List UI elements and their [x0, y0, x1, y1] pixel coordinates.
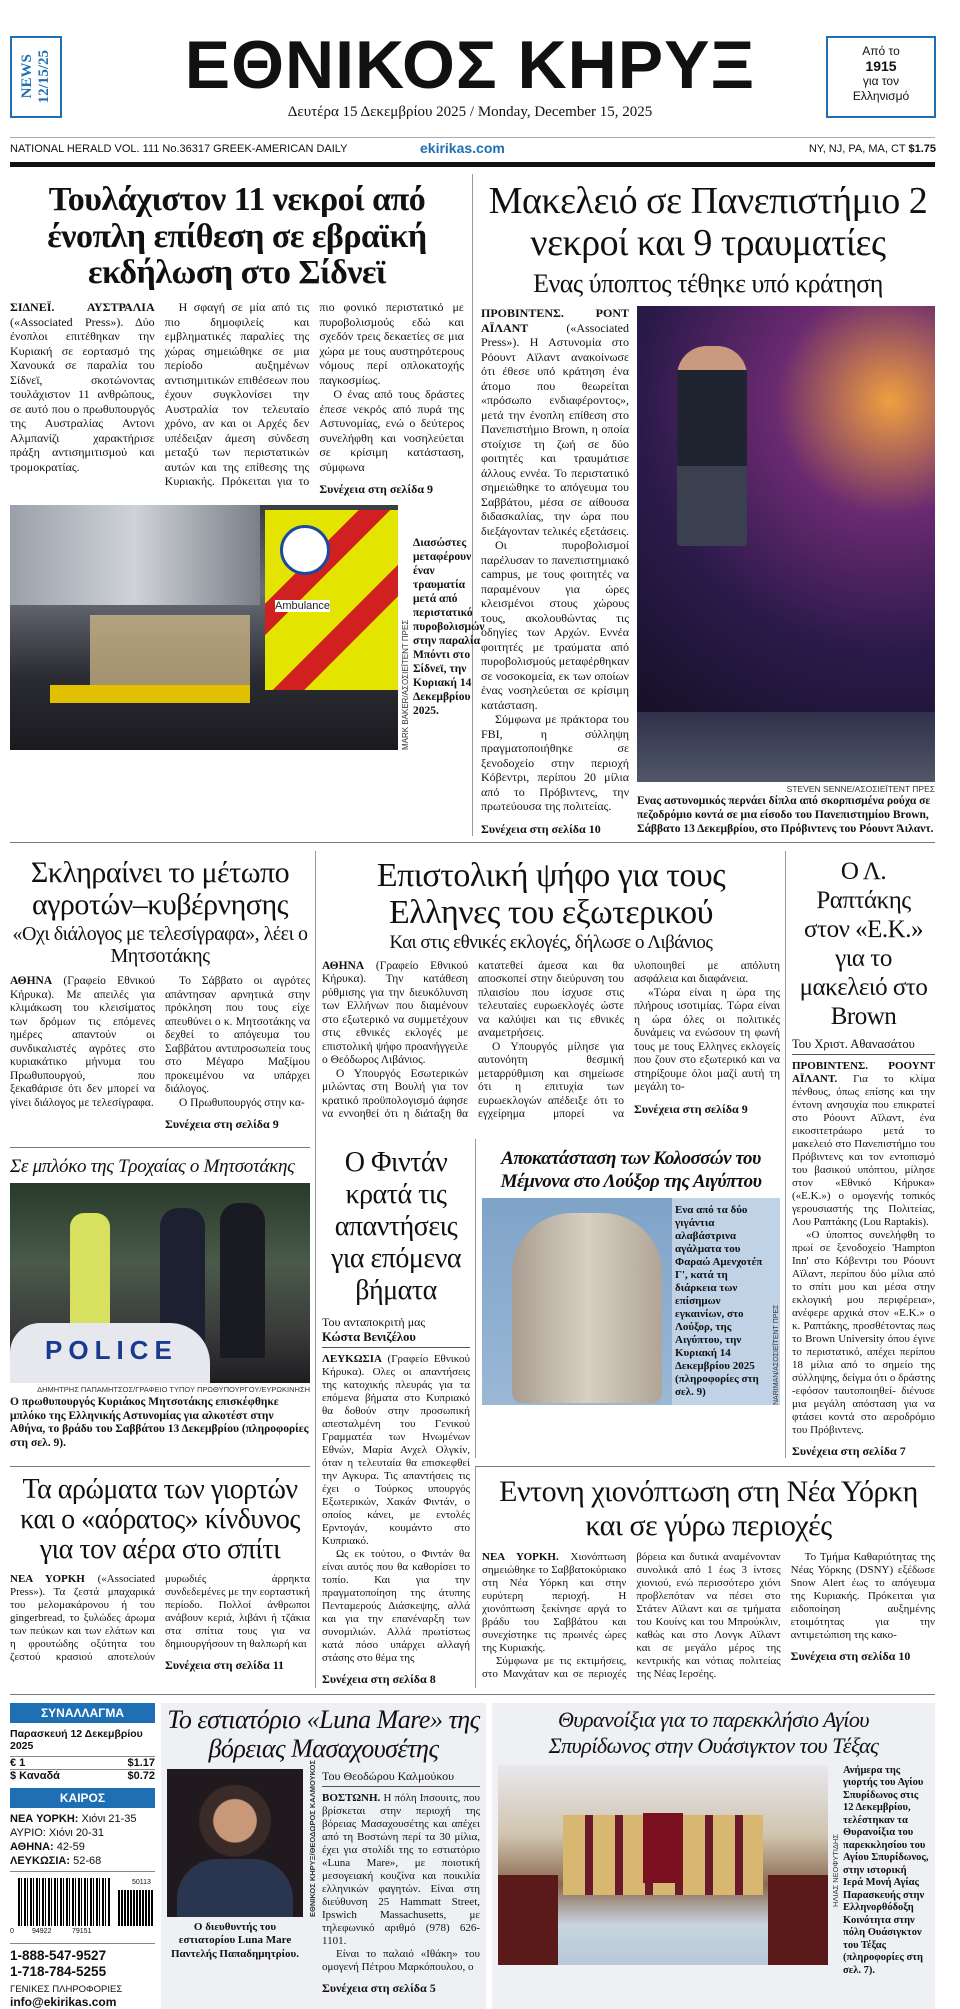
- dateline: ΝΕΑ ΥΟΡΚΗ: [10, 1573, 85, 1586]
- farmers-body: [10, 975, 310, 1132]
- weather-row: [10, 1840, 155, 1854]
- fidan-article: [315, 1139, 470, 1687]
- colossi-photo-block: [482, 1198, 780, 1405]
- middle-stories: [10, 843, 935, 1695]
- price: $1.75: [908, 143, 936, 155]
- police-car-text: POLICE: [45, 1335, 178, 1366]
- continued-link[interactable]: Συνέχεια στη σελίδα 10: [790, 1649, 911, 1664]
- aromas-headline: Τα αρώματα των γιορτών και ο «αόρατος» κίνδυνος για τον αέρα στο σπίτι: [20, 1474, 300, 1566]
- raptakis-article: [785, 851, 935, 1458]
- barcode: [10, 1871, 155, 1943]
- luna-body: [322, 1792, 480, 1995]
- photo-caption: Ο διευθυντής του εστιατορίου Luna Mare Παντελής Παπαδημητρίου.: [170, 1920, 300, 1960]
- rate-row: [10, 1756, 155, 1769]
- aromas-body: [10, 1573, 310, 1672]
- paragraph: Το Σάββατο οι αγρότες απάντησαν αρνητικά στην πρόκληση που τους είχε απευθύνει ο κ. Μητσοτάκης να δεχθεί το απόγευμα του Σαββάτου αντιπροσωπεία τους στο Μέγαρο Μαξίμου προκειμένου να υπάρχει διάλογος.: [165, 975, 310, 1096]
- barcode-addon-bars: [118, 1890, 154, 1926]
- snow-body: [482, 1551, 935, 1681]
- snow-headline: Εντονη χιονόπτωση στη Νέα Υόρκη και σε γύρω περιοχές: [499, 1475, 918, 1543]
- dateline: ΠΡΟΒΙΝΤΕΝΣ. ΡΟΟΥΝΤ ΑΪΛΑΝΤ.: [792, 1060, 935, 1086]
- brown-body: [481, 306, 629, 836]
- statue: [512, 1213, 662, 1403]
- photo-caption: Ενας αστυνομικός περνάει δίπλα από σκορπισμένα ρούχα σε πεζοδρόμιο κοντά σε μια είσοδο του Πανεπιστημίου Brown, Σάββατο 13 Δεκεμβρίου, στο Πρόβιντενς του Ρόουντ Άιλαντ.: [637, 795, 934, 836]
- email-link[interactable]: info@ekirikas.com: [10, 1994, 117, 2009]
- icon-stand-left: [498, 1875, 558, 1965]
- phones: [10, 1943, 155, 1980]
- postal-vote-headline: Επιστολική ψήφο για τους Ελληνες του εξωτερικού: [376, 857, 726, 932]
- paragraph: Ο ένας από τους δράστες έπεσε νεκρός από πυρά της Αστυνομίας, ενώ ο δεύτερος συνελήφθη και νοσηλεύεται σε κρίσιμη κατάσταση, σύμφωνα: [319, 387, 464, 474]
- continued-link[interactable]: Συνέχεια στη σελίδα 9: [165, 1117, 279, 1132]
- luna-photo: [167, 1769, 303, 1917]
- dateline: ΠΡΟΒΙΝΤΕΝΣ. ΡΟΝΤ ΑΪΛΑΝΤ: [481, 306, 629, 335]
- sydney-headline: Τουλάχιστον 11 νεκροί από ένοπλη επίθεση σε εβραϊκή εκδήλωση στο Σίδνεϊ: [47, 181, 427, 292]
- weather-title: ΚΑΙΡΟΣ: [10, 1788, 155, 1808]
- sydney-body: [10, 300, 464, 497]
- page-content: [10, 174, 935, 2009]
- photo-credit: STEVEN SENNE/ΑΣΟΣΙΕΪΤΕΝΤ ΠΡΕΣ: [786, 784, 935, 795]
- forecast: ΑΥΡΙΟ: Χιόνι 20-31: [10, 1826, 104, 1839]
- brown-photo: [637, 306, 935, 782]
- weather-row: [10, 1812, 155, 1826]
- states: NY, NJ, PA, MA, CT: [808, 143, 906, 155]
- volume-info: NATIONAL HERALD VOL. 111 No.36317 GREEK-AMERICAN DAILY: [10, 143, 348, 155]
- paragraph: Ως εκ τούτου, ο Φιντάν θα είναι αυτός που θα καθορίσει το τοπίο. Και για την πραγματοποίηση της άτυπης Πενταμερούς Διάσκεψης, αλλά και για την επανέναρξη των συνομιλιών. Αλλά πρωτίστως κατά πόσο υπάρχει αλλαγή στάσης στο θέμα της: [322, 1548, 470, 1665]
- luna-text-column: [322, 1769, 480, 1995]
- postal-vote-subhead: Και στις εθνικές εκλογές, δήλωσε ο Λιβάνιος: [389, 932, 713, 954]
- icon-stand-right: [768, 1875, 828, 1965]
- rate-row: [10, 1769, 155, 1782]
- paragraph: Σύμφωνα με τις εκτιμήσεις, στο Μανχάταν και σε περιοχές βόρεια και δυτικά αναμένονταν συνολικά από 1 έως 3 ίντσες χιονιού, ενώ περισσότερο χιόνι προβλεπόταν να πέσει στο Στάτεν Αϊλαντ και σε τμήματα του Κουίνς και του Μπρούκλιν, καθώς και στο Λονγκ Αϊλαντ και σε μεγάλο μέρος της κεντρικής και νότιας πολιτείας της Νέας Ιερσέης.: [482, 1551, 781, 1681]
- postal-vote-body: [322, 960, 780, 1122]
- rate: $0.72: [127, 1769, 155, 1782]
- dateline: ΛΕΥΚΩΣΙΑ: [322, 1353, 382, 1366]
- byline: Του Θεοδώρου Καλμούκου: [322, 1769, 480, 1787]
- barcode-bars: [18, 1878, 110, 1926]
- photo-credit: ΕΘΝΙΚΟΣ ΚΗΡΥΞ/ΘΕΟΔΩΡΟΣ ΚΑΛΜΟΥΚΟΣ: [308, 1759, 317, 1917]
- paragraph: (Γραφείο Εθνικού Κήρυκα). Ολες οι απαντήσεις της κατοχικής πλευράς για τα επόμενα βήματα στο Κυπριακό θα δοθούν στην προσωπική απεσταλμένη του Γενικού Γραμματέα των Ηνωμένων Εθνών, Μαρία Ανχελ Ολγκίν, όταν η τελευταία θα επισκεφθεί την Αγκυρα. Τις απαντήσεις τις έχει ο Τούρκος υπουργός Εξωτερικών, Χακάν Φιντάν, ο οποίος κάνει, με εντολές Ερντογάν, κουμάντο στο Κυπριακό.: [322, 1353, 470, 1548]
- brown-headline: Μακελειό σε Πανεπιστήμιο 2 νεκροί και 9 τραυματίες: [488, 180, 928, 264]
- luna-headline: Το εστιατόριο «Luna Mare» της βόρειας Μασαχουσέτης: [167, 1704, 480, 1763]
- person: [220, 1203, 265, 1358]
- dateline: ΑΘΗΝΑ: [10, 975, 53, 988]
- paragraph: Είναι το παλαιό «Ιθάκη» του ομογενή Πέτρου Μαρκόπουλου, ο: [322, 1947, 480, 1973]
- paragraph: Η πόλη Ιπσουιτς, που βρίσκεται στην περιοχή της βόρειας Μασαχουσέτης και απέχει από τη Βοστώνη περί τα 30 μίλια, έχει για στολίδι της το εστιατόριο «Luna Mare», με ποιοτική μεσογειακή κουζίνα και ποικιλία ελληνικών φαγητών. Είναι στη διεύθυνση 25 Hammatt Street, Ipswich Massachusetts, με τηλεφωνικό αριθμό (978) 626-1101.: [322, 1791, 480, 1947]
- paragraph: «Τώρα είναι η ώρα της πλήρους ισοτιμίας. Τώρα είναι η ώρα όλες οι πολιτικές δυνάμεις να ενώσουν τη φωνή τους με τους Ελληνες εκλογείς που ζουν στο εξωτερικό και να στηρίξουμε όλοι μαζί αυτή τη μεγάλη το-: [634, 986, 780, 1094]
- paragraph: Ο Υπουργός μίλησε για αυτονόητη θεσμική μεταρρύθμιση και σημείωσε ότι η επιτυχία των ευρωεκλογών απέδειξε ότι το εγχείρημα μπορεί να υλοποιηθεί με απόλυτη ασφάλεια και διαφάνεια.: [478, 959, 780, 1121]
- photo-caption: Ανήμερα της γιορτής του Αγίου Σπυρίδωνος στις 12 Δεκεμβρίου, τελέστηκαν τα Θυρανοίξια του παρεκκλησίου του Αγίου Σπυρίδωνος, στην ιστορική Ιερά Μονή Αγίας Παρασκευής στην Ελληνορθόδοξη Κοινότητα στην πόλη Ουάσιγκτον του Τέξας (πληροφορίες στη σελ. 7).: [843, 1764, 929, 1976]
- farmers-subhead: «Οχι διάλογος με τελεσίγραφα», λέει ο Μητσοτάκης: [12, 923, 308, 968]
- since-year: 1915: [865, 58, 897, 74]
- postal-vote-article: [315, 851, 780, 1139]
- city: ΑΘΗΝΑ:: [10, 1840, 54, 1853]
- masthead-bar: [10, 162, 935, 167]
- dateline: ΝΕΑ ΥΟΡΚΗ.: [482, 1551, 559, 1564]
- sydney-photo-row: [10, 505, 485, 750]
- news-date-box: [10, 36, 62, 118]
- farmers-article: [10, 851, 310, 1139]
- paragraph: («Associated Press»). Η Αστυνομία στο Ρόουντ Αϊλαντ ανακοίνωσε ότι έθεσε υπό κράτηση ένα άτομο που θεωρείται «πρόσωπο ενδιαφέροντος», μετά την ένοπλη επίθεση στο Πανεπιστήμιο Brown, η οποία στοίχισε τη ζωή σε δύο φοιτητές και τραυμάτισε άλλους εννέα. Το περιστατικό σημειώθηκε το απόγευμα του Σαββάτου, μέσα σε αίθουσα διδασκαλίας, την ώρα που διεξάγονταν τελικές εξετάσεις.: [481, 320, 630, 538]
- barcode-number: 50113: [132, 1878, 151, 1886]
- photo-credit: ΔΗΜΗΤΡΗΣ ΠΑΠΑΜΗΤΣΟΣ/ΓΡΑΦΕΙΟ ΤΥΠΟΥ ΠΡΩΘΥΠΟΥΡΓΟΥ/ΕΥΡΩΚΙΝΗΣΗ: [37, 1385, 310, 1395]
- news-label: NEWS: [19, 54, 35, 100]
- photo-caption: Ο πρωθυπουργός Κυριάκος Μητσοτάκης επισκέφθηκε μπλόκο της Ελληνικής Αστυνομίας για αλκοτέστ στην Αθήνα, το βράδυ του Σαββάτου 13 Δεκεμβρίου (πληροφορίες στη σελ. 9).: [10, 1396, 309, 1449]
- photo-background: [10, 505, 260, 605]
- news-date: 12/15/25: [36, 50, 52, 104]
- street: [637, 712, 935, 782]
- sidebar: [10, 1703, 155, 2009]
- paragraph: Χιονόπτωση σημειώθηκε το Σαββατοκύριακο στη Νέα Υόρκη και στην ευρύτερη περιοχή. Η χιονόπτωση ξεκίνησε αργά το βράδυ του Σαββάτου και συνεχίστηκε τις πρωινές ώρες της Κυριακής.: [482, 1551, 627, 1655]
- roadblock-headline: Σε μπλόκο της Τροχαίας ο Μητσοτάκης: [10, 1156, 295, 1178]
- brown-article: [473, 174, 935, 836]
- paragraph: Για το κλίμα πένθους, όπως επίσης και την έντονη ανησυχία που επικρατεί στο Ρόουντ Αϊλαντ, ένα εικοσιτετράωρο μετά το μακελειό στο Πανεπιστήμιο του Πρόβιντενς και τον εντοπισμό του βασικού υπόπτου, μίλησε στον «Εθνικό Κήρυκα» («Ε.Κ.») ο ομογενής τοπικός γερουσιαστής της Πολιτείας, Λου Ραπτάκης (Lou Raptakis).: [792, 1073, 935, 1229]
- fidan-body: [322, 1353, 470, 1686]
- holy-door: [643, 1813, 683, 1883]
- paragraph: Ο Πρωθυπουργός στην κα-: [179, 1096, 305, 1109]
- paragraph: Οι πυροβολισμοί παρέλυσαν το πανεπιστημιακό campus, με τους φοιτητές να παραμένουν για ώρες κλεισμένοι στους χώρους τους, ακολουθώντας τις οδηγίες των Αρχών. Εννέα φοιτητές με τραύματα από πυροβολισμούς μεταφέρθηκαν σε νοσοκομεία, εκ των οποίων ένας νοσηλεύεται σε κρίσιμη κατάσταση.: [481, 538, 629, 712]
- since-line-4: Ελληνισμό: [852, 89, 910, 103]
- colossi-headline: Αποκατάσταση των Κολοσσών του Μέμνονα στο Λούξορ της Αιγύπτου: [500, 1148, 762, 1193]
- chapel-box: [492, 1703, 935, 2009]
- dateline: ΒΟΣΤΩΝΗ.: [322, 1791, 381, 1804]
- jacket: [177, 1859, 293, 1917]
- currency: € 1: [10, 1756, 26, 1769]
- raptakis-body: [792, 1060, 935, 1458]
- dateline: ΣΙΔΝΕΪ. ΑΥΣΤΡΑΛΙΑ: [10, 300, 155, 315]
- brown-subhead: Ενας ύποπτος τέθηκε υπό κράτηση: [533, 269, 883, 298]
- luna-photo-column: [167, 1769, 303, 1995]
- continued-link[interactable]: Συνέχεια στη σελίδα 11: [165, 1658, 285, 1673]
- roadblock-article: [10, 1147, 310, 1458]
- paragraph: Ο Υπουργός Εσωτερικών μιλώντας στη Βουλή για τον κρατικό προϋπολογισμό άφησε να εννοηθεί ότι η διάταξη θα κατατεθεί άμεσα και θα αποσκοπεί στην διεύρυνση του πλαισίου που ίσχυσε στις τελευταίες ευρωεκλογές ώστε να καλύψει και τις εθνικές αναμετρήσεις.: [322, 959, 624, 1121]
- photo-caption: Ενα από τα δύο γιγάντια αλαβάστρινα αγάλματα του Φαραώ Αμενχοτέπ Γ', κατά τη διάρκεια των επίσημων εγκαινίων, στο Λούξορ, της Αιγύπτου, την Κυριακή 14 Δεκεμβρίου 2025 (πληροφορίες στη σελ. 9): [672, 1198, 773, 1405]
- sydney-article: [10, 174, 485, 836]
- website-link[interactable]: ekirikas.com: [420, 140, 505, 156]
- date-line: Δευτέρα 15 Δεκεμβρίου 2025 / Monday, December 15, 2025: [287, 104, 653, 120]
- ambulance-emblem: [280, 525, 330, 575]
- rate: $1.17: [127, 1756, 155, 1769]
- byline: Του Χριστ. Αθανασάτου: [792, 1037, 935, 1055]
- city: ΝΕΑ ΥΟΡΚΗ:: [10, 1812, 79, 1825]
- chapel-headline: Θυρανοίξια για το παρεκκλήσιο Αγίου Σπυρίδωνος στην Ουάσιγκτον του Τέξας: [548, 1706, 879, 1758]
- weather-row: [10, 1854, 155, 1868]
- paragraph: («Associated Press»). Δύο ένοπλοι επιτέθηκαν την Κυριακή σε εορτασμό της Χανουκά σε παραλία του Σίδνεϊ, σκοτώνοντας τουλάχιστον 11 ανθρώπους, σε αυτό που ο πρωθυπουργός της Αυστραλίας Αντονι Αλμπανίζι χαρακτήρισε πράξη αντισημιτισμού και τρομοκρατίας.: [10, 314, 155, 474]
- news-date-text: [19, 50, 53, 103]
- chapel-content: [498, 1765, 929, 1978]
- edition-price: [809, 143, 936, 155]
- info-label: ΓΕΝΙΚΕΣ ΠΛΗΡΟΦΟΡΙΕΣ: [10, 1983, 123, 1995]
- since-1915-box: [826, 36, 936, 118]
- paragraph: (Γραφείο Εθνικού Κήρυκα). Με απειλές για κλιμάκωση του κλεισίματος των δρόμων τις επόμενες ημέρες απαντούν οι συνδικαλιστές αγρότες στο κυριακάτικο μήνυμα του Πρωθυπουργού, που ξεκαθάρισε ότι δεν μπορεί να γίνει διάλογος με τελεσίγραφα.: [10, 975, 155, 1109]
- ambulance-text: Ambulance: [275, 599, 331, 612]
- forecast: 42-59: [53, 1840, 85, 1853]
- police-officer: [677, 346, 747, 546]
- aromas-article: [10, 1466, 310, 1688]
- continued-link[interactable]: Συνέχεια στη σελίδα 10: [481, 821, 601, 836]
- since-line-3: για τον: [862, 74, 900, 88]
- roadblock-photo: [10, 1183, 310, 1383]
- bottom-row: [10, 1703, 935, 2009]
- paragraph: Το Τμήμα Καθαριότητας της Νέας Υόρκης (DSNY) εξέδωσε Snow Alert έως το απόγευμα της Κυριακής. Πρόκειται για ειδοποίηση αυξημένης ετοιμότητας για την αντιμετώπιση της κακο-: [790, 1551, 935, 1642]
- farmers-headline: Σκληραίνει το μέτωπο αγροτών–κυβέρνησης: [30, 856, 290, 922]
- phone-number[interactable]: 1-888-547-9527: [10, 1947, 107, 1963]
- sydney-photo: [10, 505, 398, 750]
- byline-prefix: Του ανταποκριτή μας: [322, 1315, 426, 1330]
- ambulance: [265, 510, 398, 690]
- city: ΛΕΥΚΩΣΙΑ:: [10, 1854, 71, 1867]
- weather-list: [10, 1812, 155, 1868]
- paragraph: («Associated Press»). Τα ζεστά μπαχαρικά του μελομακάρονου ή του gingerbread, το ξυλώδες άρωμα των πεύκων και των ελάτων και η φρουτώδης οξύτητα του ζεστού κρασιού αποτελούν μυρωδιές άρρηκτα συνδεδεμένες με την εορταστική περίοδο. Πολλοί άνθρωποι ανάβουν κεριά, λιβάνι ή τζάκια στα σπίτια τους για να δημιουργήσουν τη θαλπωρή και: [10, 1573, 310, 1664]
- brown-content: [481, 306, 935, 836]
- continued-link[interactable]: Συνέχεια στη σελίδα 5: [322, 1980, 436, 1995]
- photo-credit: MARK BAKER/ΑΣΟΣΙΕΪΤΕΝΤ ΠΡΕΣ: [401, 619, 410, 750]
- barcode-number: 94922: [32, 1927, 52, 1935]
- photo-caption: Διασώστες μεταφέρουν έναν τραυματία μετά από περιστατικό πυροβολισμών στην παραλία Μπόντι στο Σίδνεϊ, την Κυριακή 14 Δεκεμβρίου 2025.: [413, 537, 485, 718]
- photo-credit: ΗΛΙΑΣ ΝΕΟΦΥΤΙΔΗΣ: [831, 1834, 840, 1908]
- snow-article: [475, 1466, 935, 1688]
- currency: $ Καναδά: [10, 1769, 60, 1782]
- barcode-number: 0: [10, 1927, 14, 1935]
- paragraph: Η σφαγή σε μία από τις πιο δημοφιλείς και εμβληματικές παραλίες της χώρας σημειώθηκε σε μια περίοδο αυξημένων αντισημιτικών επιθέσεων που έχουν συγκλονίσει την Αυστραλία τον τελευταίο χρόνο, αν και οι Αρχές δεν υπέδειξαν άμεση σύνδεση μεταξύ των περιστατικών αυτών και της επίθεσης της Κυριακής. Πρόκειται για το πιο φονικό περιστατικό με πυροβολισμούς εδώ και σχεδόν τρεις δεκαετίες σε μια χώρα με τους αυστηρότερους νόμους περί οπλοκατοχής παγκοσμίως.: [164, 300, 464, 489]
- masthead-rule: [10, 137, 935, 138]
- rescuers: [90, 615, 250, 685]
- paragraph: (Γραφείο Εθνικού Κήρυκα). Την κατάθεση ρύθμισης για την διευκόλυνση των Ελλήνων που διαμένουν στο εξωτερικό να συμμετέχουν στις εθνικές εκλογές με επιστολική ψήφο προανήγγειλε ο Θεόδωρος Λιβάνιος.: [322, 959, 468, 1067]
- fidan-headline: Ο Φιντάν κρατά τις απαντήσεις για επόμενα βήματα: [330, 1147, 462, 1307]
- newspaper-title: ΕΘΝΙΚΟΣ ΚΗΡΥΞ: [184, 27, 756, 103]
- brown-photo-column: [637, 306, 935, 836]
- chapel-photo: [498, 1765, 828, 1965]
- luna-mare-box: [161, 1703, 486, 2009]
- luna-content: [167, 1759, 480, 1995]
- phone-number[interactable]: 1-718-784-5255: [10, 1963, 107, 1979]
- paragraph: «Ο ύποπτος συνελήφθη το πρωί σε ξενοδοχείο 'Hampton Inn' στο Κόβεντρι του Ρόουντ Αϊλαντ, περίπου δύο μίλια από το σπίτι μου και μέσα στην εκλογική μου περιφέρεια», ανέφερε αρχικά στον «Ε.Κ.» ο κ. Ραπτάκης, προσθέτοντας πως το Brown University όπου έγινε το περιστατικό, απέχει περίπου 18 μίλια από το σημείο της σύλληψης, δείγμα ότι ο δράστης -εφόσον ταυτοποιηθεί- διένυσε μια μεγάλη απόσταση για να φτάσει κοντά στο αεροδρόμιο του Πρόβιντενς.: [792, 1229, 935, 1437]
- top-stories: [10, 174, 935, 843]
- photo-credit: NARIMAN/ΑΣΟΣΙΕΪΤΕΝΤ ΠΡΕΣ: [773, 1198, 780, 1405]
- since-line-1: Από το: [862, 44, 900, 58]
- raptakis-headline: Ο Λ. Ραπτάκης στον «Ε.Κ.» για το μακελειό στο Brown: [799, 858, 928, 1031]
- continued-link[interactable]: Συνέχεια στη σελίδα 8: [322, 1672, 436, 1687]
- stretcher: [50, 685, 250, 703]
- continued-link[interactable]: Συνέχεια στη σελίδα 7: [792, 1444, 906, 1459]
- colossi-photo: [482, 1198, 672, 1405]
- barcode-number: 79151: [72, 1927, 92, 1935]
- colossi-article: [475, 1139, 780, 1458]
- byline: Κώστα Βενιζέλου: [322, 1330, 470, 1348]
- continued-link[interactable]: Συνέχεια στη σελίδα 9: [319, 482, 434, 497]
- exchange-date: Παρασκευή 12 Δεκεμβρίου 2025: [10, 1727, 143, 1752]
- dateline: ΑΘΗΝΑ: [322, 959, 365, 972]
- forecast: 52-68: [70, 1854, 102, 1867]
- continued-link[interactable]: Συνέχεια στη σελίδα 9: [634, 1101, 748, 1116]
- exchange-title: ΣΥΝΑΛΛΑΓΜΑ: [10, 1703, 155, 1723]
- forecast: Χιόνι 21-35: [78, 1812, 137, 1825]
- paragraph: Σύμφωνα με πράκτορα του FBI, η σύλληψη πραγματοποιήθηκε σε ξενοδοχείο στην περιοχή Κόβεντρι, περίπου 20 μίλια από το Πρόβιντενς, την πρωτεύουσα της πολιτείας.: [481, 712, 629, 814]
- weather-row: [10, 1826, 155, 1840]
